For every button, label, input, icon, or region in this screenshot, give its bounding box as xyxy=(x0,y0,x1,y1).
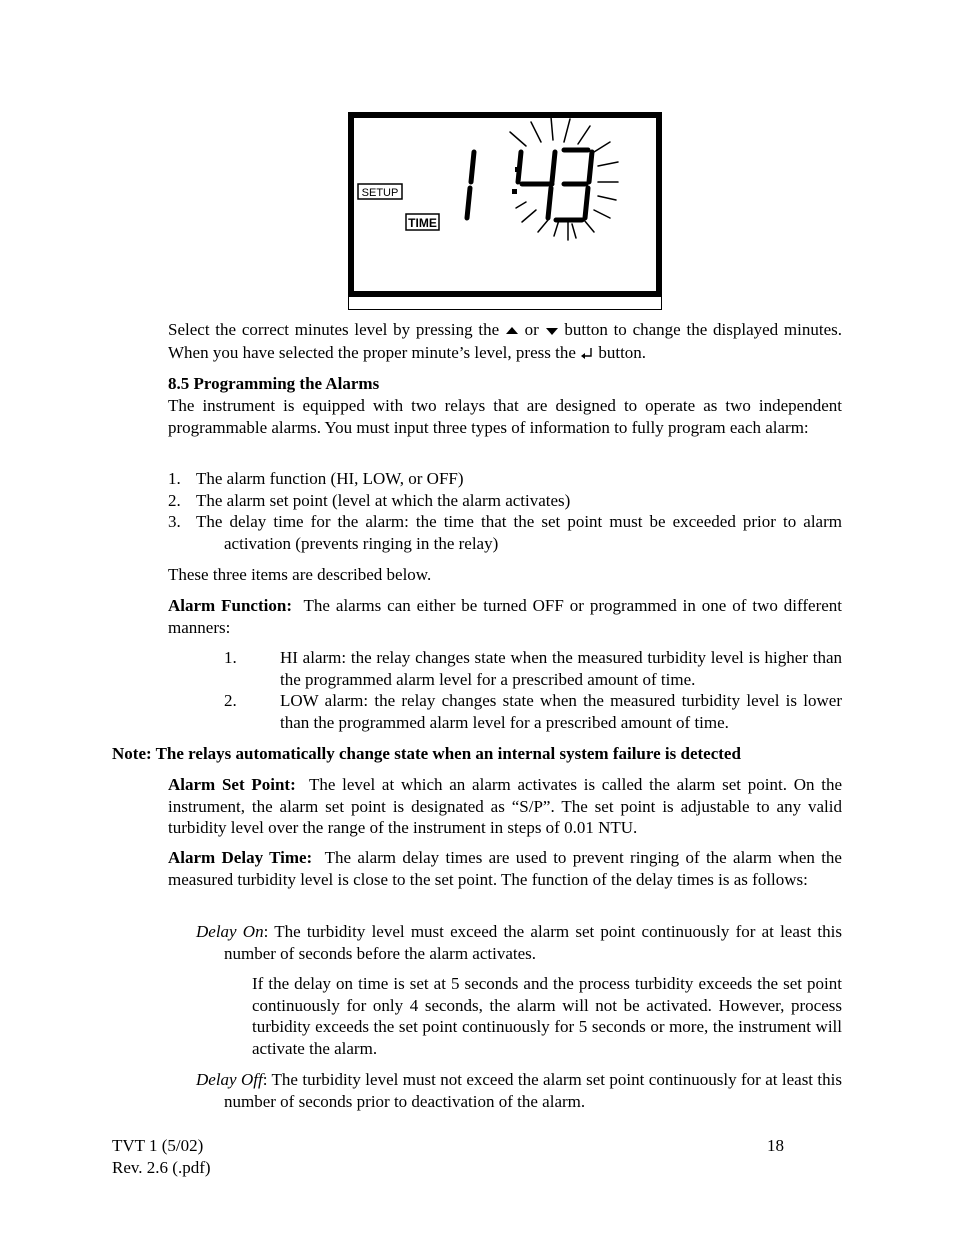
list-item: 2. LOW alarm: the relay changes state when the measured turbidity level is lower than the programmed alarm level for a prescribed amount of time. xyxy=(224,691,842,732)
svg-text:SETUP: SETUP xyxy=(361,187,399,199)
alarm-function-paragraph: Alarm Function: The alarms can either be turned OFF or programmed in one of two different manners: xyxy=(168,596,843,637)
alarm-function-label: Alarm Function: xyxy=(168,596,292,615)
list-item: 1. HI alarm: the relay changes state when the measured turbidity level is higher than the programmed alarm level for a prescribed amount of time. xyxy=(224,648,842,689)
list-item: 3. The delay time for the alarm: the time that the set point must be exceeded prior to alarm activation (prevents ringing in the relay) xyxy=(168,512,842,553)
enter-icon xyxy=(580,343,594,365)
svg-text:TIME: TIME xyxy=(408,216,437,230)
setup-indicator xyxy=(358,184,402,199)
section-heading: 8.5 Programming the Alarms xyxy=(168,374,380,393)
alarm-delay-time-label: Alarm Delay Time: xyxy=(168,848,313,867)
time-indicator xyxy=(406,214,439,230)
delay-off-paragraph: Delay Off: The turbidity level must not exceed the alarm set point continuously for at least this number of seconds prior to deactivation of the alarm. xyxy=(196,1070,842,1111)
list-item: 1. The alarm function (HI, LOW, or OFF) xyxy=(168,469,464,488)
lcd-display-figure xyxy=(348,112,662,310)
section-paragraph: The instrument is equipped with two relays that are designed to operate as two independent programmable alarms. You must input three types of information to fully program each alarm: xyxy=(168,396,842,437)
list-item: 2. The alarm set point (level at which the alarm activates) xyxy=(168,491,571,510)
footer-revision: Rev. 2.6 (.pdf) xyxy=(112,1158,211,1177)
described-below-text: These three items are described below. xyxy=(168,565,432,584)
intro-text-c: button. xyxy=(598,342,647,362)
delay-on-example: If the delay on time is set at 5 seconds and the process turbidity exceeds the set point continuously for only 4 seconds, the alarm will not be activated. However, process turbidity exceeds the set point continuously for 5 seconds or more, the instrument will activate the alarm. xyxy=(252,974,842,1058)
delay-off-label: Delay Off xyxy=(196,1070,263,1089)
down-arrow-icon xyxy=(545,320,559,342)
footer-doc-id: TVT 1 (5/02) xyxy=(112,1136,204,1155)
intro-text-b: button to change the displayed minutes. When you have selected the proper minute’s level, press the xyxy=(168,320,843,362)
page-number: 18 xyxy=(767,1136,784,1155)
alarm-delay-time-paragraph: Alarm Delay Time: The alarm delay times are used to prevent ringing of the alarm when the measured turbidity level is close to the set point. The function of the delay times is as follows: xyxy=(168,848,842,889)
intro-text-or: or xyxy=(524,320,539,339)
up-arrow-icon xyxy=(505,320,519,342)
system-failure-note: Note: The relays automatically change state when an internal system failure is detected xyxy=(112,744,741,763)
intro-paragraph xyxy=(168,319,842,365)
delay-on-label: Delay On xyxy=(196,922,264,941)
delay-on-paragraph: Delay On: The turbidity level must exceed the alarm set point continuously for at least this number of seconds before the alarm activates. xyxy=(196,922,842,963)
alarm-set-point-paragraph: Alarm Set Point: The level at which an alarm activates is called the alarm set point. On the instrument, the alarm set point is designated as “S/P”. The set point is adjustable to any valid turbidity level over the range of the instrument in steps of 0.01 NTU. xyxy=(168,775,842,837)
alarm-set-point-label: Alarm Set Point: xyxy=(168,775,296,794)
intro-text-a: Select the correct minutes level by pressing the xyxy=(168,320,500,339)
